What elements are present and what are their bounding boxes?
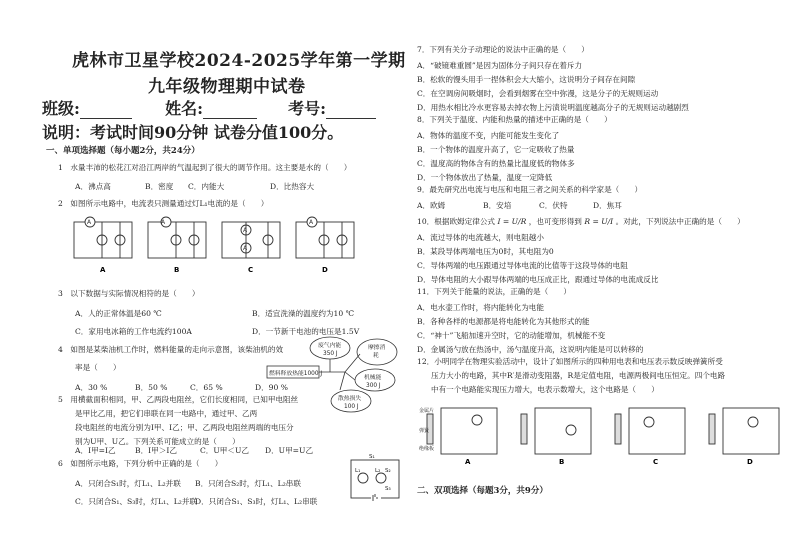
q3-option-b[interactable]: B．适宜洗澡的温度约为10 ℃ [252, 309, 355, 318]
q2-label-d: D [322, 266, 328, 274]
q2-label-c: C [248, 266, 254, 274]
q10-stem-part1: 10．根据欧姆定律公式 [417, 217, 496, 226]
class-field[interactable] [80, 105, 132, 119]
q12-line3: 中有一个电路能实现压力增大，电表示数增大，这个电路是（ ） [431, 385, 659, 394]
q10-formula2: R = U/I [584, 217, 614, 226]
q4-stem-line2: 率是（ ） [75, 363, 121, 372]
q10-option-b[interactable]: B．某段导体两端电压为0时，其电阻为0 [417, 247, 554, 256]
number-field[interactable] [326, 105, 376, 119]
q5-option-a[interactable]: A．I甲=I乙 [75, 446, 116, 455]
q1-option-c[interactable]: C．内能大 [188, 182, 225, 191]
q4-mech-label: 机械能 [364, 375, 382, 381]
q4-exhaust-value: 350 J [323, 351, 338, 357]
q12-label-a: A [465, 458, 471, 466]
section2-heading: 二、双项选择（每题3分，共9分） [417, 486, 548, 496]
q7-option-b[interactable]: B．松软的馒头用手一捏体积会大大缩小，这说明分子间存在间隙 [417, 75, 636, 84]
q3-option-a[interactable]: A．人的正常体温是60 ℃ [75, 309, 162, 318]
exam-note: 说明：考试时间90分钟 试卷分值100分。 [42, 123, 344, 142]
q4-friction-label2: 耗 [373, 353, 379, 359]
q8-option-c[interactable]: C．温度高的物体含有的热量比温度低的物体多 [417, 159, 575, 168]
q12-insul-label: 绝缘板 [419, 446, 435, 452]
q5-line1: 5 用横截面积相同，甲、乙两段电阻丝，它们长度相同，已知甲电阻丝 [58, 395, 299, 404]
q6-stem: 6 如图所示电路，下列分析中正确的是（ ） [58, 459, 223, 468]
q4-mech-value: 300 J [366, 383, 381, 389]
student-info-row [42, 96, 376, 119]
q2-stem: 2 如图所示电路中，电流表只测量通过灯L₁电流的是（ ） [58, 199, 269, 208]
q12-label-b: B [559, 458, 565, 466]
svg-text:L₁: L₁ [355, 468, 361, 474]
q11-option-d[interactable]: D．金属汤勺放在热汤中，汤勺温度升高，这说明内能是可以转移的 [417, 345, 644, 354]
q11-stem: 11．下列关于能量的说法，正确的是（ ） [417, 287, 571, 296]
q6-option-b[interactable]: B．只闭合S₂时，灯L₁、L₂串联 [195, 479, 301, 488]
svg-text:S₂: S₂ [385, 468, 391, 474]
q7-option-d[interactable]: D．用热水相比冷水更容易去掉衣物上污渍说明温度越高分子的无规则运动越剧烈 [417, 103, 689, 112]
name-label: 姓名: [165, 99, 203, 118]
q12-plate-label: 金属片 [419, 408, 435, 414]
q5-option-d[interactable]: D．U甲=U乙 [265, 446, 314, 455]
q1-option-d[interactable]: D．比热容大 [270, 182, 315, 191]
page-subtitle: 九年级物理期中试卷 [148, 77, 306, 97]
q9-stem: 9．最先研究出电流与电压和电阻三者之间关系的科学家是（ ） [417, 185, 643, 194]
q5-option-c[interactable]: C．U甲＜U乙 [200, 446, 249, 455]
svg-text:S₃: S₃ [385, 486, 391, 492]
q12-line1: 12．小明同学在物理实验活动中，设计了如图所示的四种用电表和电压表示数反映弹簧所受 [417, 357, 723, 366]
svg-text:A: A [161, 219, 166, 226]
q1-stem: 1 水量丰沛的松花江对沿江两岸的气温起到了很大的调节作用。这主要是水的（ ） [58, 163, 352, 172]
q10-stem-part3: 。对此，下列说法中正确的是（ ） [615, 217, 745, 226]
svg-text:A: A [87, 219, 92, 226]
q7-option-a[interactable]: A．“破镜难重圆”是因为固体分子间只存在着斥力 [417, 61, 583, 70]
q9-option-a[interactable]: A．欧姆 [417, 201, 446, 210]
class-label: 班级: [42, 99, 80, 118]
q4-fuel-label: 燃料释放热能1000 J [269, 371, 323, 377]
q12-circuits-figure [417, 398, 787, 466]
q7-option-c[interactable]: C．在空调房间吸烟时，会看到烟雾在空中弥漫，这是分子的无规则运动 [417, 89, 659, 98]
q1-option-a[interactable]: A．沸点高 [75, 182, 111, 191]
q4-exhaust-label: 废气内能 [318, 343, 342, 349]
q6-option-d[interactable]: D．只闭合S₁、S₃时，灯L₁、L₂串联 [195, 497, 318, 506]
q4-option-d[interactable]: D．90 % [255, 383, 288, 392]
q4-heat-label: 散热损失 [338, 396, 362, 402]
q10-option-a[interactable]: A．流过导体的电流越大，则电阻越小 [417, 233, 544, 242]
q10-stem [417, 218, 745, 226]
svg-text:A: A [309, 219, 314, 226]
q2-circuits-figure [70, 212, 360, 274]
q5-line4: 别为U甲、U乙。下列关系可能成立的是（ ） [75, 437, 240, 446]
svg-text:A: A [243, 227, 248, 234]
q6-circuit-figure [345, 450, 405, 506]
q2-label-b: B [174, 266, 180, 274]
svg-text:A: A [243, 245, 248, 252]
q8-option-d[interactable]: D．一个物体放出了热量，温度一定降低 [417, 173, 553, 182]
q10-formula1: I = U/R [497, 217, 527, 226]
q11-option-b[interactable]: B．各种各样的电源都是将电能转化为其他形式的能 [417, 317, 590, 326]
svg-text:L₂: L₂ [375, 468, 381, 474]
q5-option-b[interactable]: B．I甲＞I乙 [135, 446, 177, 455]
q2-label-a: A [100, 266, 106, 274]
q5-line2: 是甲比乙用，把它们串联在同一电路中，通过甲、乙两 [75, 409, 258, 418]
q9-option-c[interactable]: C．伏特 [539, 201, 568, 210]
q10-stem-part2: ，也可变形得到 [528, 217, 582, 226]
q4-option-a[interactable]: A．30 % [75, 383, 108, 392]
q5-line3: 段电阻丝的电流分别为I甲、I乙；甲、乙两段电阻丝两端的电压分 [75, 423, 294, 432]
name-field[interactable] [203, 105, 257, 119]
q10-option-c[interactable]: C．导体两端的电压跟通过导体电流的比值等于这段导体的电阻 [417, 261, 628, 270]
q12-line2: 压力大小的电路，其中R′是滑动变阻器，R是定值电阻，电源两极间电压恒定。四个电路 [431, 371, 726, 380]
q8-stem: 8．下列关于温度、内能和热量的描述中正确的是（ ） [417, 115, 612, 124]
svg-text:S₁: S₁ [369, 454, 375, 460]
q9-option-b[interactable]: B．安培 [483, 201, 512, 210]
q4-stem-line1: 4 如图是某柴油机工作时，燃料能量的走向示意图，该柴油机的效 [58, 345, 284, 354]
q10-option-d[interactable]: D．导体电阻的大小跟导体两端的电压成正比，跟通过导体的电流成反比 [417, 275, 659, 284]
q8-option-b[interactable]: B．一个物体的温度升高了，它一定吸收了热量 [417, 145, 575, 154]
q9-option-d[interactable]: D．焦耳 [593, 201, 622, 210]
q12-spring-label: 弹簧 [419, 428, 430, 434]
q6-option-c[interactable]: C．只闭合S₁、S₃时，灯L₁、L₂并联 [75, 497, 198, 506]
q4-heat-value: 100 J [344, 404, 359, 410]
q8-option-a[interactable]: A．物体的温度不变，内能可能发生变化了 [417, 131, 560, 140]
q4-option-b[interactable]: B．50 % [135, 383, 168, 392]
q7-stem: 7．下列有关分子动理论的说法中正确的是（ ） [417, 45, 589, 54]
q6-option-a[interactable]: A．只闭合S₁时，灯L₁、L₂并联 [75, 479, 181, 488]
q12-label-c: C [653, 458, 659, 466]
section1-heading: 一、单项选择题（每小题2分，共24分） [46, 146, 200, 156]
q1-option-b[interactable]: B．密度 [145, 182, 174, 191]
number-label: 考号: [288, 99, 327, 118]
q11-option-a[interactable]: A．电水壶工作时，将内能转化为电能 [417, 303, 544, 312]
q3-stem: 3 以下数据与实际情况相符的是（ ） [58, 289, 200, 298]
q4-option-c[interactable]: C．65 % [190, 383, 223, 392]
q3-option-c[interactable]: C．家用电冰箱的工作电流约100A [75, 327, 192, 336]
q11-option-c[interactable]: C．“神十”飞船加速升空时，它的动能增加，机械能不变 [417, 331, 606, 340]
q3-option-d[interactable]: D．一节新干电池的电压是1.5V [252, 327, 360, 336]
page-title: 虎林市卫星学校2024-2025学年第一学期 [72, 51, 406, 71]
q12-label-d: D [747, 458, 753, 466]
q4-friction-label: 摩擦消 [368, 345, 386, 351]
